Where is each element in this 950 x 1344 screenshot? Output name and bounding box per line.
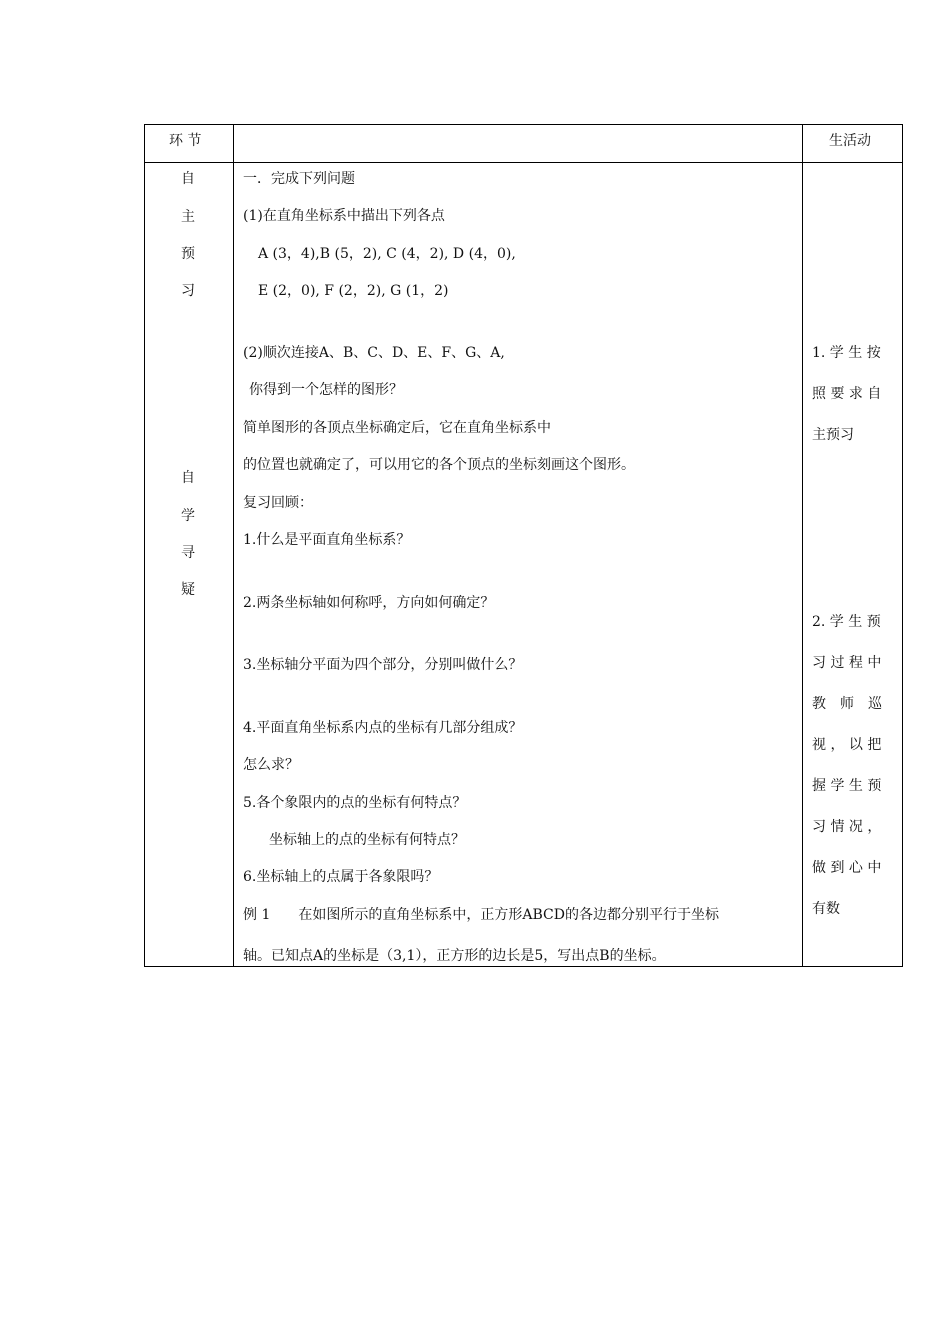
example-line: 例 1 在如图所示的直角坐标系中，正方形ABCD的各边都分别平行于坐标	[243, 907, 719, 923]
section-char: 自	[181, 171, 195, 187]
section-char: 寻	[181, 545, 195, 561]
content-line: 怎么求？	[243, 757, 299, 773]
column-divider-1	[233, 125, 234, 966]
activity-line: 1. 学 生 按	[812, 345, 881, 361]
content-line: A (3，4),B (5，2), C (4，2), D (4，0),	[258, 246, 516, 262]
section-char: 学	[181, 508, 195, 524]
content-line: 5.各个象限内的点的坐标有何特点？	[243, 795, 467, 811]
content-line: 坐标轴上的点的坐标有何特点？	[269, 832, 465, 848]
content-line: 6.坐标轴上的点属于各象限吗？	[243, 869, 439, 885]
content-line: (2)顺次连接A、B、C、D、E、F、G、A,	[243, 345, 505, 361]
content-line: (1)在直角坐标系中描出下列各点	[243, 208, 445, 224]
section-char: 疑	[181, 582, 195, 598]
activity-line: 握 学 生 预	[812, 778, 882, 794]
column-divider-2	[802, 125, 803, 966]
header-row-divider	[145, 162, 902, 163]
activity-line: 照 要 求 自	[812, 386, 882, 402]
content-line: 简单图形的各顶点坐标确定后，它在直角坐标系中	[243, 420, 551, 436]
content-line: 4.平面直角坐标系内点的坐标有几部分组成？	[243, 720, 523, 736]
content-line: 1.什么是平面直角坐标系？	[243, 532, 411, 548]
activity-line: 2. 学 生 预	[812, 614, 881, 630]
content-line: 的位置也就确定了，可以用它的各个顶点的坐标刻画这个图形。	[243, 457, 635, 473]
section-char: 主	[181, 209, 195, 225]
activity-line: 主预习	[812, 427, 854, 443]
content-line: 复习回顾：	[243, 495, 313, 511]
content-line: E (2，0), F (2，2), G (1，2)	[258, 283, 449, 299]
example-line: 轴。已知点A的坐标是（3,1），正方形的边长是5，写出点B的坐标。	[243, 948, 666, 964]
header-student-activity: 生活动	[829, 133, 871, 149]
header-section-label: 环 节	[169, 133, 202, 149]
activity-line: 教 师 巡	[812, 696, 882, 712]
section-char: 自	[181, 470, 195, 486]
activity-line: 有数	[812, 901, 840, 917]
section-char: 预	[181, 246, 195, 262]
section-char: 习	[181, 283, 195, 299]
activity-line: 做 到 心 中	[812, 860, 882, 876]
content-line: 一．完成下列问题	[243, 171, 355, 187]
activity-line: 习 过 程 中	[812, 655, 882, 671]
content-line: 3.坐标轴分平面为四个部分，分别叫做什么？	[243, 657, 523, 673]
lesson-table	[144, 124, 903, 967]
activity-line: 视 ， 以 把	[812, 737, 882, 753]
content-line: 2.两条坐标轴如何称呼，方向如何确定？	[243, 595, 495, 611]
content-line: 你得到一个怎样的图形？	[249, 382, 403, 398]
activity-line: 习 情 况 ，	[812, 819, 882, 835]
